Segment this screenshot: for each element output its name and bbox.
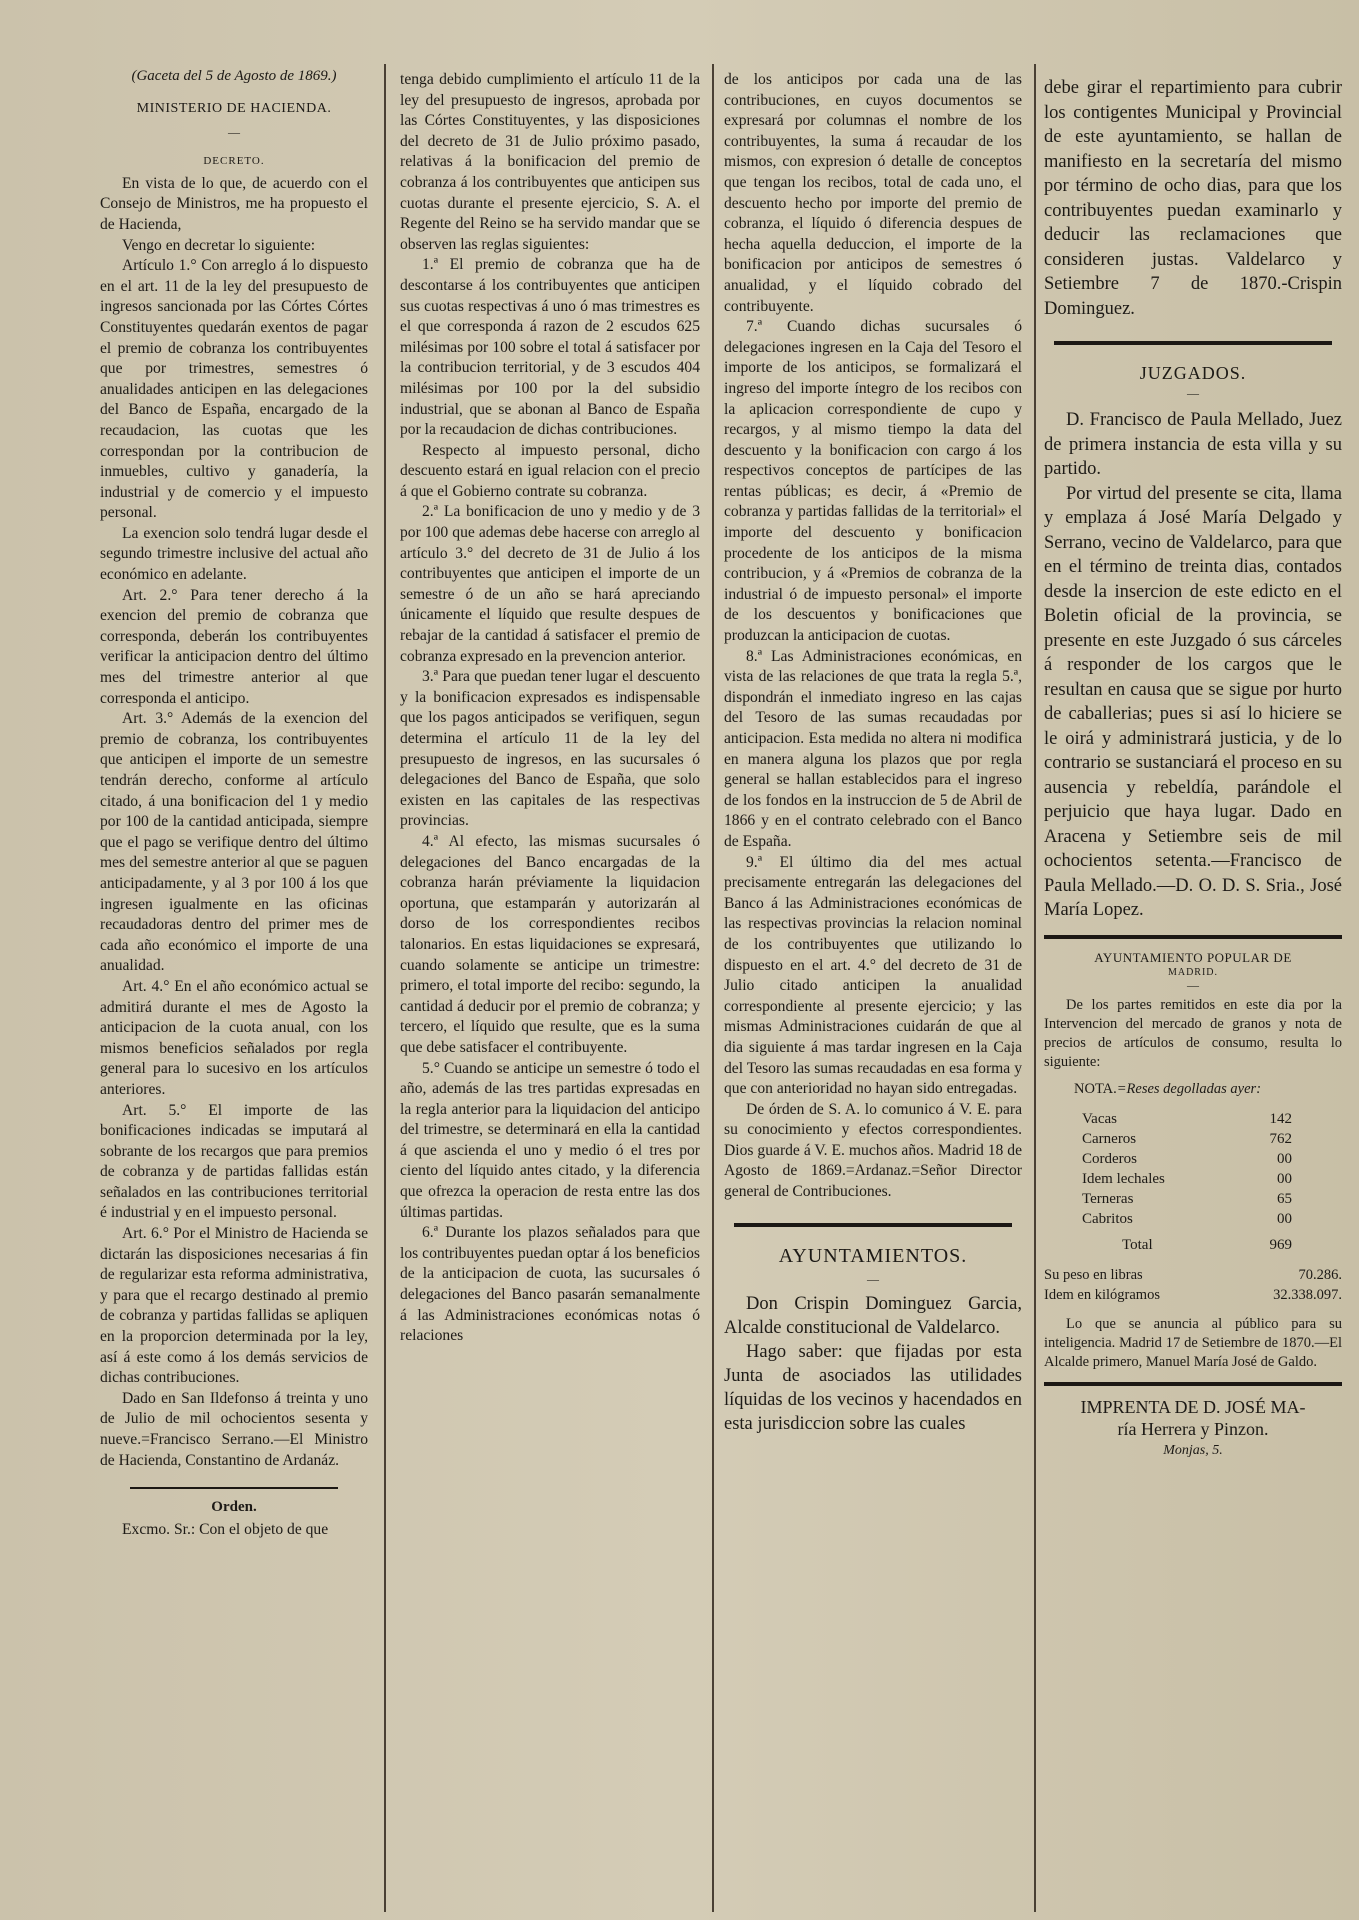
paragraph: Respecto al impuesto personal, dicho descuento estará en igual relacion con el precio á que el Gobierno contrate su cobranza. (400, 441, 700, 500)
total-row (1082, 1235, 1292, 1255)
paragraph: De los partes remitidos en este dia por la Intervencion del mercado de granos y nota de precios de artículos de consumo, resulta lo siguiente: (1044, 996, 1342, 1070)
paragraph: Art. 2.° Para tener derecho á la exencion del premio de cobranza que corresponda, deberán los contribuyentes verificar la anticipacion dentro del último mes del trimestre anterior al que corresponda el anticipo. (100, 586, 368, 707)
separator: — (228, 125, 240, 140)
paragraph: Artículo 1.° Con arreglo á lo dispuesto en el art. 11 de la ley del presupuesto de ingresos sancionada por las Córtes Córtes Constituyentes quedarán exentos de pagar el premio de cobranza los contribuyentes que por trimestres, semestres ó anualidades anticipen en las delegaciones del Banco de España, encargado de la recaudacion, las cuotas que les correspondan por la contribucion de inmuebles, cultivo y ganadería, la industrial y de comercio y el impuesto personal. (100, 257, 368, 522)
total-label: Total (1122, 1236, 1153, 1253)
row-label: Vacas (1082, 1110, 1117, 1127)
paragraph: En vista de lo que, de acuerdo con el Consejo de Ministros, me ha propuesto el de Hacienda, (100, 174, 368, 233)
printer-imprint (1044, 1396, 1342, 1462)
separator: — (867, 1271, 879, 1286)
nota-text: =Reses degolladas ayer: (1116, 1080, 1262, 1097)
paragraph: 7.ª Cuando dichas sucursales ó delegaciones ingresen en la Caja del Tesoro el importe de los anticipos, se formalizará el ingreso del importe íntegro de los recibos con la aplicacion correspondiente de cupo y recargos, y al mismo tiempo la data del descuento y la bonificacion con cargo á los respectivos conceptos de partícipes de las rentas públicas; es decir, á «Premio de cobranza y partidas fallidas de la territorial» el importe del descuento y bonificacion procedente de los anticipos de la misma contribucion, y á «Premios de cobranza de la industrial ó de impuesto personal» el importe de los descuentos y bonificaciones que produzcan la anticipacion de cuotas. (724, 318, 1022, 645)
table-row (1082, 1109, 1292, 1129)
paragraph: Vengo en decretar lo siguiente: (122, 236, 316, 254)
paragraph: 1.ª El premio de cobranza que ha de descontarse á los contribuyentes que anticipen sus cuotas respectivas á uno ó mas trimestres es el que corresponda á razon de 2 escudos 625 milésimas por 100 sobre el total á satisfacer por la contribucion territorial, y de 3 escudos 404 milésimas por 100 por la del subsidio industrial, que se abonan al Banco de España por la recaudacion de dichas contribuciones. (400, 256, 700, 439)
table-row (1044, 1285, 1342, 1305)
paragraph: tenga debido cumplimiento el artículo 11 de la ley del presupuesto de ingresos, aprobada por las Córtes Constituyentes, y las disposiciones del decreto de 31 de Julio próximo pasado, relativas á la bonificacion del premio de cobranza á los contribuyentes que anticipen sus cuotas durante el presente ejercicio, S. A. el Regente del Reino se ha servido mandar que se observen las reglas siguientes: (400, 71, 700, 253)
row-value: 65 (1277, 1190, 1292, 1207)
paragraph: Art. 5.° El importe de las bonificaciones indicadas se imputará al sobrante de los recargos que para premios de cobranza y de partidas fallidas están señalados en las contribuciones territorial é industrial y en el impuesto personal. (100, 1101, 368, 1222)
paragraph: 6.ª Durante los plazos señalados para que los contribuyentes puedan optar á los beneficios de la anticipacion de cuota, las sucursales ó delegaciones del Banco pasarán semanalmente á las Administraciones económicas notas ó relaciones (400, 1224, 700, 1345)
imprint-line: ría Herrera y Pinzon. (1117, 1418, 1269, 1439)
paragraph: La exencion solo tendrá lugar desde el segundo trimestre inclusive del actual año económico en adelante. (100, 524, 368, 584)
ayuntamiento-popular-heading: AYUNTAMIENTO POPULAR DE (1094, 949, 1292, 965)
paragraph: 4.ª Al efecto, las mismas sucursales ó delegaciones del Banco encargadas de la cobranza harán préviamente la liquidacion oportuna, que estamparán y autorizarán al dorso de los correspondientes recibos talonarios. En estas liquidaciones se expresará, cuando solamente se anticipe un trimestre: primero, el total importe del recibo: segundo, la cantidad á deducir por el premio de cobranza; y tercero, el líquido que resulte, que es la suma que debe satisfacer el contribuyente. (400, 832, 700, 1056)
paragraph: D. Francisco de Paula Mellado, Juez de primera instancia de esta villa y su partido. (1044, 410, 1342, 479)
paragraph: Art. 4.° En el año económico actual se admitirá durante el mes de Agosto la anticipacion de la cuota anual, con los mismos beneficios señalados por regla general para lo sucesivo en los artículos anteriores. (100, 977, 368, 1098)
orden-heading: Orden. (211, 1499, 257, 1516)
table-row (1082, 1149, 1292, 1169)
row-label: Carneros (1082, 1130, 1137, 1147)
paragraph: 8.ª Las Administraciones económicas, en vista de las relaciones de que trata la regla 5.ª, dispondrán el inmediato ingreso en las cajas del Tesoro de las sumas recaudadas por anticipacion. Esta medida no altera ni modifica en manera alguna los plazos que por regla general se hallan establecidos para el ingreso de los fondos en la instruccion de 5 de Abril de 1866 y en el contrato celebrado con el Banco de España. (724, 647, 1022, 850)
paragraph: 9.ª El último dia del mes actual precisamente entregarán las delegaciones del Banco á las Administraciones económicas de las respectivas provincias la relacion nominal de los contribuyentes que utilizando lo dispuesto en el art. 4.° del decreto de 31 de Julio citado anticipen la anualidad correspondiente al presente ejercicio; y las mismas Administraciones cuidarán de que al dia siguiente á mas tardar ingresen en la Caja del Tesoro las sumas recaudadas en esa forma y que con anterioridad no hayan sido entregadas. (724, 853, 1022, 1098)
divider-rule (1044, 1382, 1342, 1386)
column-divider (1034, 64, 1036, 1912)
paragraph: debe girar el repartimiento para cubrir los contigentes Municipal y Provincial de este ayuntamiento, se hallan de manifiesto en la secretaría del mismo por término de ocho dias, para que los contribuyentes puedan examinarlo y deducir las reclamaciones que consideren justas. Valdelarco y Setiembre 7 de 1870.-Crispin Dominguez. (1044, 78, 1342, 319)
ministry-heading: MINISTERIO DE HACIENDA. (136, 100, 332, 116)
nota-label: NOTA. (1074, 1080, 1117, 1097)
row-value: 762 (1269, 1130, 1292, 1147)
total-value: 969 (1269, 1236, 1292, 1253)
divider-rule (130, 1487, 338, 1489)
row-value: 00 (1277, 1210, 1292, 1227)
paragraph: De órden de S. A. lo comunico á V. E. para su conocimiento y efectos correspondientes. Dios guarde á V. E. muchos años. Madrid 18 de Agosto de 1869.=Ardanaz.=Señor Director general de Contribuciones. (724, 1100, 1022, 1201)
paragraph: Lo que se anuncia al público para su inteligencia. Madrid 17 de Setiembre de 1870.—El Alcalde primero, Manuel María José de Galdo. (1044, 1315, 1342, 1370)
row-value: 00 (1277, 1150, 1292, 1167)
table-row (1082, 1209, 1292, 1229)
juzgados-heading: JUZGADOS. (1139, 363, 1247, 383)
imprint-line: Monjas, 5. (1163, 1442, 1223, 1458)
row-value: 142 (1269, 1110, 1292, 1127)
paragraph: 5.° Cuando se anticipe un semestre ó todo el año, además de las tres partidas expresadas en la regla anterior para la liquidacion del anticipo del trimestre, se determinará en ella la cantidad á que ascienda el uno y medio ó el tres por ciento del líquido antes citado, y la diferencia que ofrezca la operacion de resta entre las dos últimas partidas. (400, 1059, 700, 1221)
imprint-line: IMPRENTA DE D. JOSÉ MA- (1080, 1396, 1306, 1417)
paragraph: de los anticipos por cada una de las contribuciones, en cuyos documentos se expresará por columnas el nombre de los contribuyentes, la suma á recaudar de los mismos, con expresion ó detalle de conceptos que tengan los recibos, total de cada uno, el descuento hecho por importe del premio de cobranza, el líquido ó diferencia despues de hecha aquella deduccion, el importe de la bonificacion por anticipos de semestres ó anualidad, y el líquido cobrado del contribuyente. (724, 71, 1022, 315)
paragraph: 3.ª Para que puedan tener lugar el descuento y la bonificacion expresados es indispensable que los pagos anticipados se verifiquen, segun determina el artículo 11 de la ley del presupuesto de ingresos, en las sucursales ó delegaciones del Banco de España, que solo existen en las capitales de las respectivas provincias. (400, 668, 700, 830)
paragraph: Hago saber: que fijadas por esta Junta de asociados las utilidades líquidas de los vecinos y hacendados en esta jurisdiccion sobre las cuales (724, 1341, 1022, 1434)
row-label: Terneras (1082, 1190, 1134, 1207)
row-value: 70.286. (1298, 1266, 1342, 1283)
paragraph: Dado en San Ildefonso á treinta y uno de Julio de mil ochocientos sesenta y nueve.=Francisco Serrano.—El Ministro de Hacienda, Constantino de Ardanáz. (100, 1389, 368, 1469)
row-label: Cabritos (1082, 1210, 1133, 1227)
paragraph: Excmo. Sr.: Con el objeto de que (122, 1521, 329, 1539)
table-row (1082, 1129, 1292, 1149)
paragraph: Art. 3.° Además de la exencion del premio de cobranza, los contribuyentes que anticipen el importe de un semestre tendrán derecho, conforme al artículo citado, á una bonificacion del 1 y medio por 100 de la cantidad anticipada, siempre que el pago se verifique dentro del último mes del semestre anterior al que se paguen anticipadamente, y al 3 por 100 á los que ingresen igualmente en las oficinas recaudadoras dentro del primer mes de cada año económico el importe de una anualidad. (100, 710, 368, 975)
column-1 (100, 66, 368, 1912)
column-4 (1044, 76, 1342, 1912)
column-divider (384, 64, 386, 1912)
gazette-reference: (Gaceta del 5 de Agosto de 1869.) (131, 68, 337, 84)
weights-block (1044, 1265, 1342, 1305)
paragraph: Don Crispin Dominguez Garcia, Alcalde constitucional de Valdelarco. (724, 1293, 1022, 1338)
divider-rule (734, 1223, 1012, 1227)
column-3 (724, 70, 1022, 1912)
column-2 (400, 70, 700, 1912)
table-row (1044, 1265, 1342, 1285)
separator: — (1187, 386, 1199, 400)
divider-rule (1044, 935, 1342, 939)
divider-rule (1054, 341, 1332, 345)
row-label: Corderos (1082, 1150, 1137, 1167)
table-row (1082, 1189, 1292, 1209)
row-value: 00 (1277, 1170, 1292, 1187)
ayuntamientos-heading: AYUNTAMIENTOS. (778, 1244, 968, 1267)
row-label: Su peso en libras (1044, 1266, 1143, 1283)
column-divider (712, 64, 714, 1912)
row-value: 32.338.097. (1273, 1286, 1342, 1303)
paragraph: 2.ª La bonificacion de uno y medio y de 3 por 100 que ademas debe hacerse con arreglo al artículo 3.° del decreto de 31 de Julio á los contribuyentes que anticipen el importe de un semestre ó de un año se hará apreciando únicamente el líquido que resulte despues de rebajar de la cantidad á satisfacer el premio de cobranza expresado en la prevencion anterior. (400, 503, 700, 665)
separator: — (1187, 977, 1199, 992)
paragraph: Por virtud del presente se cita, llama y emplaza á José María Delgado y Serrano, vecino de Valdelarco, para que en el término de treinta dias, contados desde la insercion de este edicto en el Boletin oficial de la provincia, se presente en este Juzgado ó sus cárceles á responder de los cargos que le resultan en causa que se sigue por hurto de caballerias; pues si así lo hiciere se le oirá y administrará justicia, y de lo contrario se sustanciará el proceso en su ausencia y rebeldía, parándole el perjuicio que haya lugar. Dado en Aracena y Setiembre seis de mil ochocientos setenta.—Francisco de Paula Mellado.—D. O. D. S. Sria., José María Lopez. (1044, 483, 1342, 920)
row-label: Idem lechales (1082, 1170, 1165, 1187)
city-heading: MADRID. (1167, 966, 1219, 978)
table-row (1082, 1169, 1292, 1189)
decree-heading: DECRETO. (203, 155, 265, 168)
paragraph: Art. 6.° Por el Ministro de Hacienda se dictarán las disposiciones necesarias á fin de regularizar esta reforma administrativa, y para que el recargo destinado al premio de cobranza y partidas fallidas se apliquen en la proporcion determinada por la ley, así á este como á los demás servicios de dichas contribuciones. (100, 1225, 368, 1387)
row-label: Idem en kilógramos (1044, 1286, 1160, 1303)
nota-line (1044, 1080, 1342, 1099)
reses-table (1082, 1109, 1292, 1255)
